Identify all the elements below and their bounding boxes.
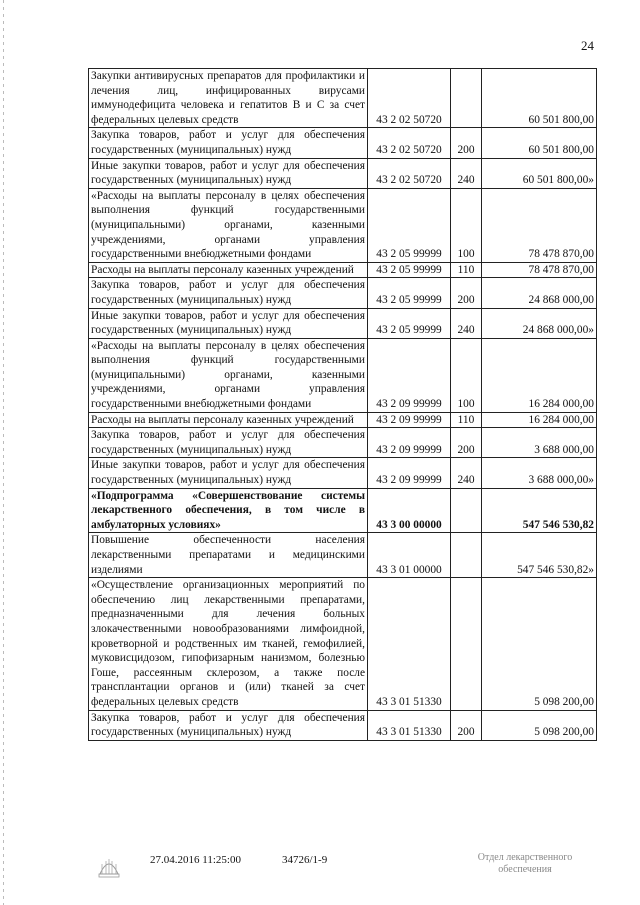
row-code-cell [368,428,451,458]
row-sum-text: 547 546 530,82 [522,518,594,531]
row-vr-cell [451,128,482,158]
row-sum-text: 547 546 530,82» [517,563,594,576]
row-sum-cell [482,188,597,262]
row-sum-text: 24 868 000,00 [528,293,594,306]
row-code-text: 43 3 01 51330 [376,726,442,739]
table-row [89,278,597,308]
row-name-cell [89,262,368,278]
row-vr-text: 100 [457,398,475,411]
row-sum-cell [482,308,597,338]
row-code-text: 43 2 02 50720 [376,174,442,187]
row-sum-cell [482,262,597,278]
table-row [89,188,597,262]
table-row [89,338,597,412]
row-name-text: Повышение обеспеченности населения лекарственными препаратами и медицинскими изделиями [91,534,365,576]
table-row [89,128,597,158]
row-code-text: 43 2 05 99999 [376,263,442,276]
row-code-cell [368,458,451,488]
row-name-text: Закупка товаров, работ и услуг для обеспечения государственных (муниципальных) нужд [91,429,365,456]
row-name-text: Расходы на выплаты персоналу казенных учреждений [91,263,354,276]
row-vr-cell [451,710,482,740]
row-code-cell [368,338,451,412]
row-code-cell [368,158,451,188]
row-name-cell [89,533,368,578]
row-code-text: 43 2 09 99999 [376,474,442,487]
row-vr-cell [451,158,482,188]
row-name-text: Иные закупки товаров, работ и услуг для обеспечения государственных (муниципальных) нужд [91,159,365,187]
row-vr-cell [451,578,482,710]
row-sum-cell [482,69,597,128]
table-row [89,533,597,578]
page-number: 24 [581,38,594,53]
row-vr-cell [451,488,482,533]
row-code-cell [368,188,451,262]
footer-doc-number: 34726/1-9 [282,854,328,866]
row-name-text: «Осуществление организационных мероприятий по обеспечению лиц лекарственными препаратами, предназначенными для лечения больных злокачественными новообразованиями лимфоидной, кроветворной и родственных им тканей, гемофилией, муковисцидозом, гипофизарным нанизмом, болезнью Гоше, рассеянным склерозом, а также после трансплантации органов и (или) тканей за счет федеральных целевых средств [91,579,365,708]
row-sum-text: 3 688 000,00 [534,443,594,456]
row-vr-text: 110 [457,263,475,276]
row-name-text: Расходы на выплаты персоналу казенных учреждений [91,413,354,426]
row-sum-cell [482,578,597,710]
row-sum-cell [482,158,597,188]
row-name-cell [89,458,368,488]
row-vr-text: 200 [457,293,475,306]
row-sum-cell [482,338,597,412]
row-vr-cell [451,458,482,488]
row-sum-text: 78 478 870,00 [528,263,594,276]
row-sum-cell [482,412,597,428]
row-sum-cell [482,428,597,458]
row-code-text: 43 3 01 00000 [376,563,442,576]
row-name-cell [89,488,368,533]
row-code-cell [368,308,451,338]
row-vr-text: 200 [457,143,475,156]
row-vr-text: 200 [457,726,475,739]
row-name-cell [89,428,368,458]
row-name-text: Закупки антивирусных препаратов для профилактики и лечения лиц, инфицированных вирусами иммунодефицита человека и гепатитов В и С за счет федеральных целевых средств [91,70,365,126]
table-row [89,69,597,128]
margin-perforation [3,0,4,905]
row-vr-cell [451,428,482,458]
row-name-cell [89,412,368,428]
row-vr-cell [451,278,482,308]
row-sum-cell [482,458,597,488]
row-code-text: 43 2 09 99999 [376,413,442,426]
row-vr-text: 240 [457,174,475,187]
row-vr-text: 200 [457,443,475,456]
row-vr-cell [451,533,482,578]
row-name-text: Закупка товаров, работ и услуг для обеспечения государственных (муниципальных) нужд [91,129,365,156]
footer-stamp: Отдел лекарственного обеспечения [477,852,573,875]
row-vr-cell [451,69,482,128]
row-sum-cell [482,128,597,158]
row-name-text: Закупка товаров, работ и услуг для обеспечения государственных (муниципальных) нужд [91,711,365,739]
row-code-text: 43 2 05 99999 [376,324,442,337]
row-sum-text: 24 868 000,00» [522,324,594,337]
table-row [89,412,597,428]
table-row [89,428,597,458]
row-name-text: Закупка товаров, работ и услуг для обеспечения государственных (муниципальных) нужд [91,279,365,306]
row-vr-cell [451,262,482,278]
row-name-cell [89,578,368,710]
budget-table [88,68,597,741]
row-code-text: 43 2 09 99999 [376,398,442,411]
footer-datetime: 27.04.2016 11:25:00 [150,854,241,866]
row-sum-text: 5 098 200,00 [534,695,594,708]
row-code-cell [368,69,451,128]
row-name-text: «Расходы на выплаты персоналу в целях обеспечения выполнения функций государственными (муниципальными) органами, казенными учреждениями, органами управления государственными внебюджетными фондами [91,339,365,411]
row-name-cell [89,278,368,308]
emblem-icon [96,852,122,880]
row-code-cell [368,710,451,740]
row-code-cell [368,488,451,533]
row-sum-text: 60 501 800,00 [528,143,594,156]
row-code-cell [368,533,451,578]
row-code-text: 43 3 00 00000 [376,518,442,531]
row-code-text: 43 2 05 99999 [376,248,442,261]
row-code-cell [368,128,451,158]
row-sum-text: 5 098 200,00 [534,726,594,739]
table-row [89,458,597,488]
row-name-text: Иные закупки товаров, работ и услуг для обеспечения государственных (муниципальных) нужд [91,459,365,487]
row-code-text: 43 2 05 99999 [376,293,442,306]
row-vr-text: 240 [457,324,475,337]
row-name-cell [89,128,368,158]
table-row [89,488,597,533]
row-name-cell [89,308,368,338]
row-vr-cell [451,412,482,428]
row-sum-text: 60 501 800,00» [522,174,594,187]
row-name-cell [89,710,368,740]
row-code-cell [368,412,451,428]
row-name-text: «Расходы на выплаты персоналу в целях обеспечения выполнения функций государственными (муниципальными) органами, казенными учреждениями, органами управления государственными внебюджетными фондами [91,189,365,261]
table-row [89,710,597,740]
row-name-cell [89,188,368,262]
row-name-cell [89,158,368,188]
table-row [89,578,597,710]
table-row [89,158,597,188]
row-sum-text: 16 284 000,00 [528,398,594,411]
budget-table-body [89,69,597,741]
row-vr-cell [451,308,482,338]
row-code-cell [368,262,451,278]
row-sum-cell [482,278,597,308]
row-code-text: 43 2 02 50720 [376,113,442,126]
row-name-cell [89,338,368,412]
row-sum-text: 16 284 000,00 [528,413,594,426]
row-code-text: 43 2 09 99999 [376,443,442,456]
row-vr-text: 110 [457,413,475,426]
row-sum-cell [482,533,597,578]
row-vr-text: 100 [457,248,475,261]
row-sum-cell [482,488,597,533]
row-name-text: «Подпрограмма «Совершенствование системы лекарственного обеспечения, в том числе в амбулаторных условиях» [91,489,365,531]
row-name-text: Иные закупки товаров, работ и услуг для обеспечения государственных (муниципальных) нужд [91,309,365,337]
row-sum-cell [482,710,597,740]
row-vr-text: 240 [457,474,475,487]
row-sum-text: 78 478 870,00 [528,248,594,261]
row-vr-cell [451,188,482,262]
row-sum-text: 3 688 000,00» [528,474,594,487]
row-code-cell [368,578,451,710]
row-code-text: 43 3 01 51330 [376,695,442,708]
table-row [89,262,597,278]
table-row [89,308,597,338]
row-name-cell [89,69,368,128]
row-code-text: 43 2 02 50720 [376,143,442,156]
row-vr-cell [451,338,482,412]
row-code-cell [368,278,451,308]
row-sum-text: 60 501 800,00 [528,113,594,126]
